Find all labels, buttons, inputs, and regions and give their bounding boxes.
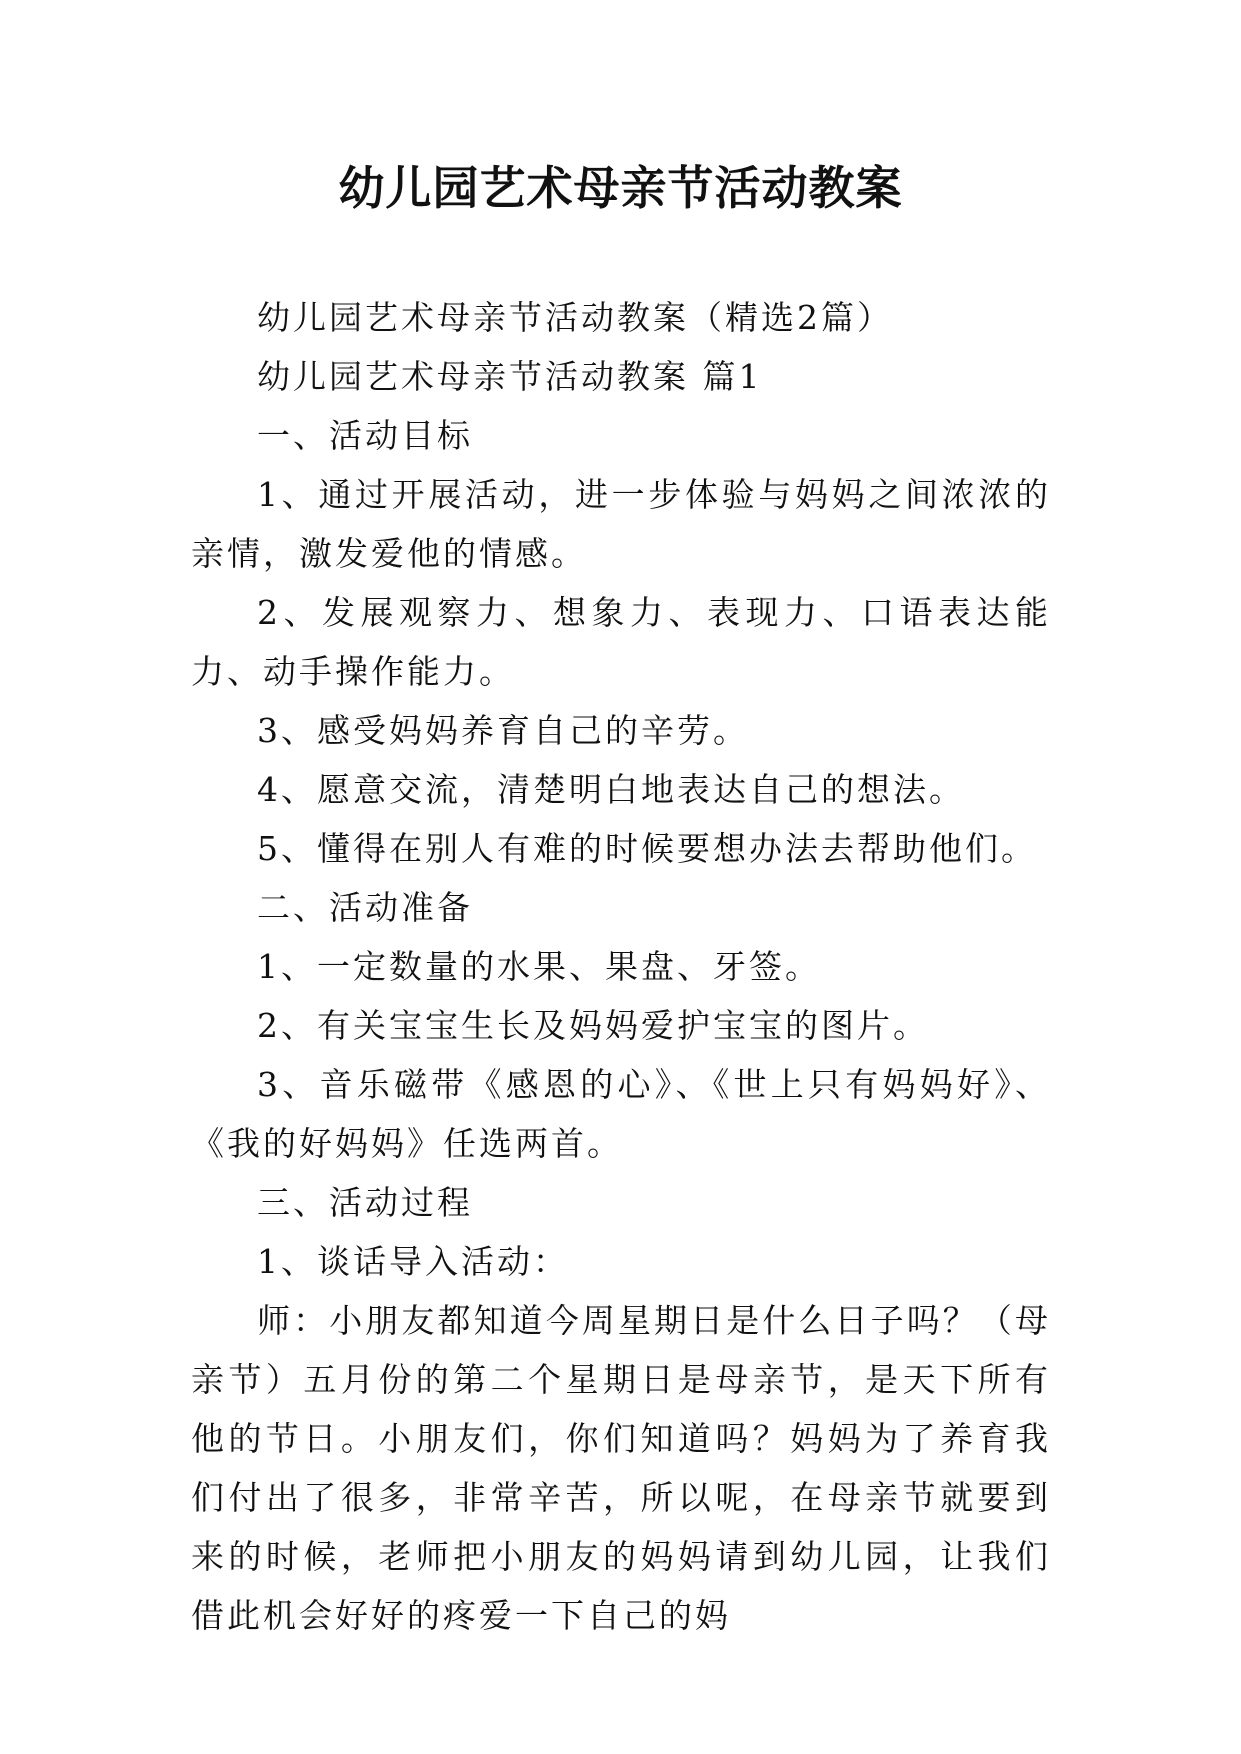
document-title: 幼儿园艺术母亲节活动教案 <box>338 161 903 215</box>
document-body <box>191 288 1051 1645</box>
paragraph-prep-2: 2、有关宝宝生长及妈妈爱护宝宝的图片。 <box>257 1006 929 1045</box>
paragraph-goal-4: 4、愿意交流，清楚明白地表达自己的想法。 <box>257 770 965 809</box>
paragraph-prep-3: 3、音乐磁带《感恩的心》、《世上只有妈妈好》、《我的好妈妈》任选两首。 <box>191 1065 1051 1163</box>
section-heading-process: 三、活动过程 <box>257 1183 473 1222</box>
paragraph-intro: 幼儿园艺术母亲节活动教案（精选2篇） <box>257 298 893 337</box>
paragraph-goal-2: 2、发展观察力、想象力、表现力、口语表达能力、动手操作能力。 <box>191 593 1051 691</box>
paragraph-process-1: 1、谈话导入活动： <box>257 1242 569 1281</box>
paragraph-goal-3: 3、感受妈妈养育自己的辛劳。 <box>257 711 749 750</box>
paragraph-prep-1: 1、一定数量的水果、果盘、牙签。 <box>257 947 821 986</box>
section-heading-preparation: 二、活动准备 <box>257 888 473 927</box>
section-heading-goals: 一、活动目标 <box>257 416 473 455</box>
paragraph-part-heading: 幼儿园艺术母亲节活动教案 篇1 <box>257 357 763 396</box>
paragraph-teacher-dialogue: 师：小朋友都知道今周星期日是什么日子吗？（母亲节）五月份的第二个星期日是母亲节，是天下所有他的节日。小朋友们，你们知道吗？妈妈为了养育我们付出了很多，非常辛苦，所以呢，在母亲节就要到来的时候，老师把小朋友的妈妈请到幼儿园，让我们借此机会好好的疼爱一下自己的妈 <box>191 1301 1051 1635</box>
paragraph-goal-5: 5、懂得在别人有难的时候要想办法去帮助他们。 <box>257 829 1037 868</box>
paragraph-goal-1: 1、通过开展活动，进一步体验与妈妈之间浓浓的亲情，激发爱他的情感。 <box>191 475 1051 573</box>
